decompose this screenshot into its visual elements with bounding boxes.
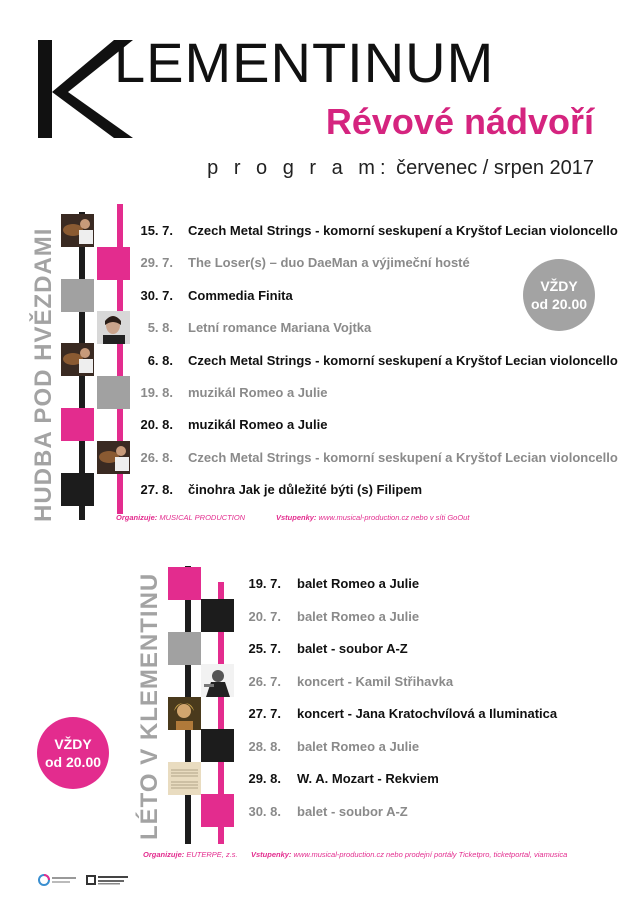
event-title: muzikál Romeo a Julie bbox=[188, 417, 328, 433]
event-title: balet Romeo a Julie bbox=[297, 608, 420, 624]
event-row bbox=[135, 417, 328, 433]
tickets-label: Vstupenky: bbox=[276, 513, 317, 522]
photo-music-score bbox=[168, 762, 201, 795]
event-date: 30. 8. bbox=[248, 803, 281, 819]
tile-pink bbox=[201, 794, 234, 827]
event-row bbox=[135, 385, 328, 401]
tile-pink bbox=[61, 408, 94, 441]
badge-line2: od 20.00 bbox=[530, 296, 588, 312]
organizer-label: Organizuje: bbox=[116, 513, 158, 522]
event-title: The Loser(s) – duo DaeMan a výjimeční hosté bbox=[188, 255, 470, 271]
event-date: 5. 8. bbox=[147, 320, 173, 336]
event-title: balet Romeo a Julie bbox=[297, 576, 420, 591]
event-row bbox=[135, 287, 293, 304]
event-row bbox=[243, 771, 439, 787]
tickets-value: www.musical-production.cz nebo prodejní portály Ticketpro, ticketportal, viamusica bbox=[293, 850, 568, 859]
organizer-value: MUSICAL PRODUCTION bbox=[159, 513, 246, 522]
event-date: 27. 7. bbox=[248, 706, 281, 721]
event-row bbox=[135, 482, 423, 498]
event-row bbox=[135, 223, 618, 239]
event-row bbox=[135, 320, 372, 336]
program-period bbox=[207, 158, 594, 178]
tile-pink bbox=[168, 567, 201, 600]
event-row bbox=[135, 449, 618, 466]
event-title: balet Romeo a Julie bbox=[297, 738, 420, 754]
tile-black bbox=[201, 729, 234, 762]
photo-woman-singer bbox=[168, 697, 201, 730]
tile-black bbox=[201, 599, 234, 632]
event-row bbox=[243, 641, 408, 657]
event-title: balet - soubor A-Z bbox=[297, 803, 408, 819]
section2-label: LÉTO V KLEMENTINU bbox=[136, 572, 163, 840]
event-title: Letní romance Mariana Vojtka bbox=[188, 320, 372, 336]
event-title: Czech Metal Strings - komorní seskupení a Kryštof Lecian violoncello bbox=[188, 223, 618, 238]
section1-tickets bbox=[276, 513, 469, 522]
event-date: 27. 8. bbox=[140, 482, 173, 498]
ministry-logo bbox=[38, 873, 78, 891]
event-date: 6. 8. bbox=[147, 352, 173, 368]
event-date: 29. 7. bbox=[140, 255, 173, 271]
venue-subtitle: Révové nádvoří bbox=[325, 101, 594, 142]
tickets-label: Vstupenky: bbox=[251, 850, 292, 859]
section2-credits bbox=[143, 850, 238, 859]
section1-label: HUDBA POD HVĚZDAMI bbox=[30, 227, 57, 522]
event-row bbox=[135, 255, 470, 271]
event-date: 26. 8. bbox=[140, 449, 173, 465]
section2-time-badge bbox=[37, 717, 109, 789]
event-title: Czech Metal Strings - komorní seskupení a Kryštof Lecian violoncello bbox=[188, 449, 618, 465]
badge-line1: VŽDY bbox=[54, 736, 92, 752]
program-dates: červenec / srpen 2017 bbox=[396, 157, 594, 179]
event-date: 15. 7. bbox=[140, 223, 173, 238]
event-row bbox=[243, 706, 558, 722]
section1-credits bbox=[116, 513, 245, 522]
event-title: muzikál Romeo a Julie bbox=[188, 385, 328, 400]
event-date: 20. 7. bbox=[248, 608, 281, 624]
badge-line1: VŽDY bbox=[540, 278, 578, 294]
tile-pink bbox=[97, 247, 130, 280]
event-date: 20. 8. bbox=[140, 417, 173, 433]
photo-violinist bbox=[97, 441, 130, 474]
event-date: 29. 8. bbox=[248, 771, 281, 786]
event-row bbox=[135, 352, 618, 369]
event-date: 30. 7. bbox=[140, 287, 173, 303]
photo-violinist bbox=[61, 343, 94, 376]
event-row bbox=[243, 608, 420, 625]
event-title: W. A. Mozart - Rekviem bbox=[297, 771, 439, 786]
event-row bbox=[243, 803, 408, 820]
tickets-value: www.musical-production.cz nebo v síti GoOut bbox=[318, 513, 470, 522]
event-date: 19. 7. bbox=[248, 576, 281, 591]
tile-grey bbox=[97, 376, 130, 409]
organizer-value: EUTERPE, z.s. bbox=[186, 850, 238, 859]
event-date: 28. 8. bbox=[248, 738, 281, 754]
event-date: 19. 8. bbox=[140, 385, 173, 400]
tile-grey bbox=[168, 632, 201, 665]
city-logo bbox=[86, 873, 130, 891]
event-title: koncert - Kamil Střihavka bbox=[297, 673, 454, 689]
photo-singer bbox=[97, 311, 130, 344]
event-row bbox=[243, 673, 454, 690]
program-prefix: p r o g r a m: bbox=[207, 157, 391, 179]
event-title: činohra Jak je důležité býti (s) Filipem bbox=[188, 482, 423, 498]
photo-rock-singer bbox=[201, 664, 234, 697]
brand-name: LEMENTINUM bbox=[114, 31, 495, 94]
section1-time-badge bbox=[523, 259, 595, 331]
section2-tickets bbox=[251, 850, 567, 859]
event-row bbox=[243, 576, 420, 592]
event-title: koncert - Jana Kratochvílová a Iluminatica bbox=[297, 706, 558, 721]
event-row bbox=[243, 738, 420, 755]
event-title: balet - soubor A-Z bbox=[297, 641, 408, 656]
event-title: Commedia Finita bbox=[188, 287, 293, 303]
badge-line2: od 20.00 bbox=[44, 754, 102, 770]
tile-black bbox=[61, 473, 94, 506]
event-title: Czech Metal Strings - komorní seskupení a Kryštof Lecian violoncello bbox=[188, 352, 618, 368]
event-date: 26. 7. bbox=[248, 673, 281, 689]
photo-violinist bbox=[61, 214, 94, 247]
tile-grey bbox=[61, 279, 94, 312]
organizer-label: Organizuje: bbox=[143, 850, 185, 859]
event-date: 25. 7. bbox=[248, 641, 281, 656]
